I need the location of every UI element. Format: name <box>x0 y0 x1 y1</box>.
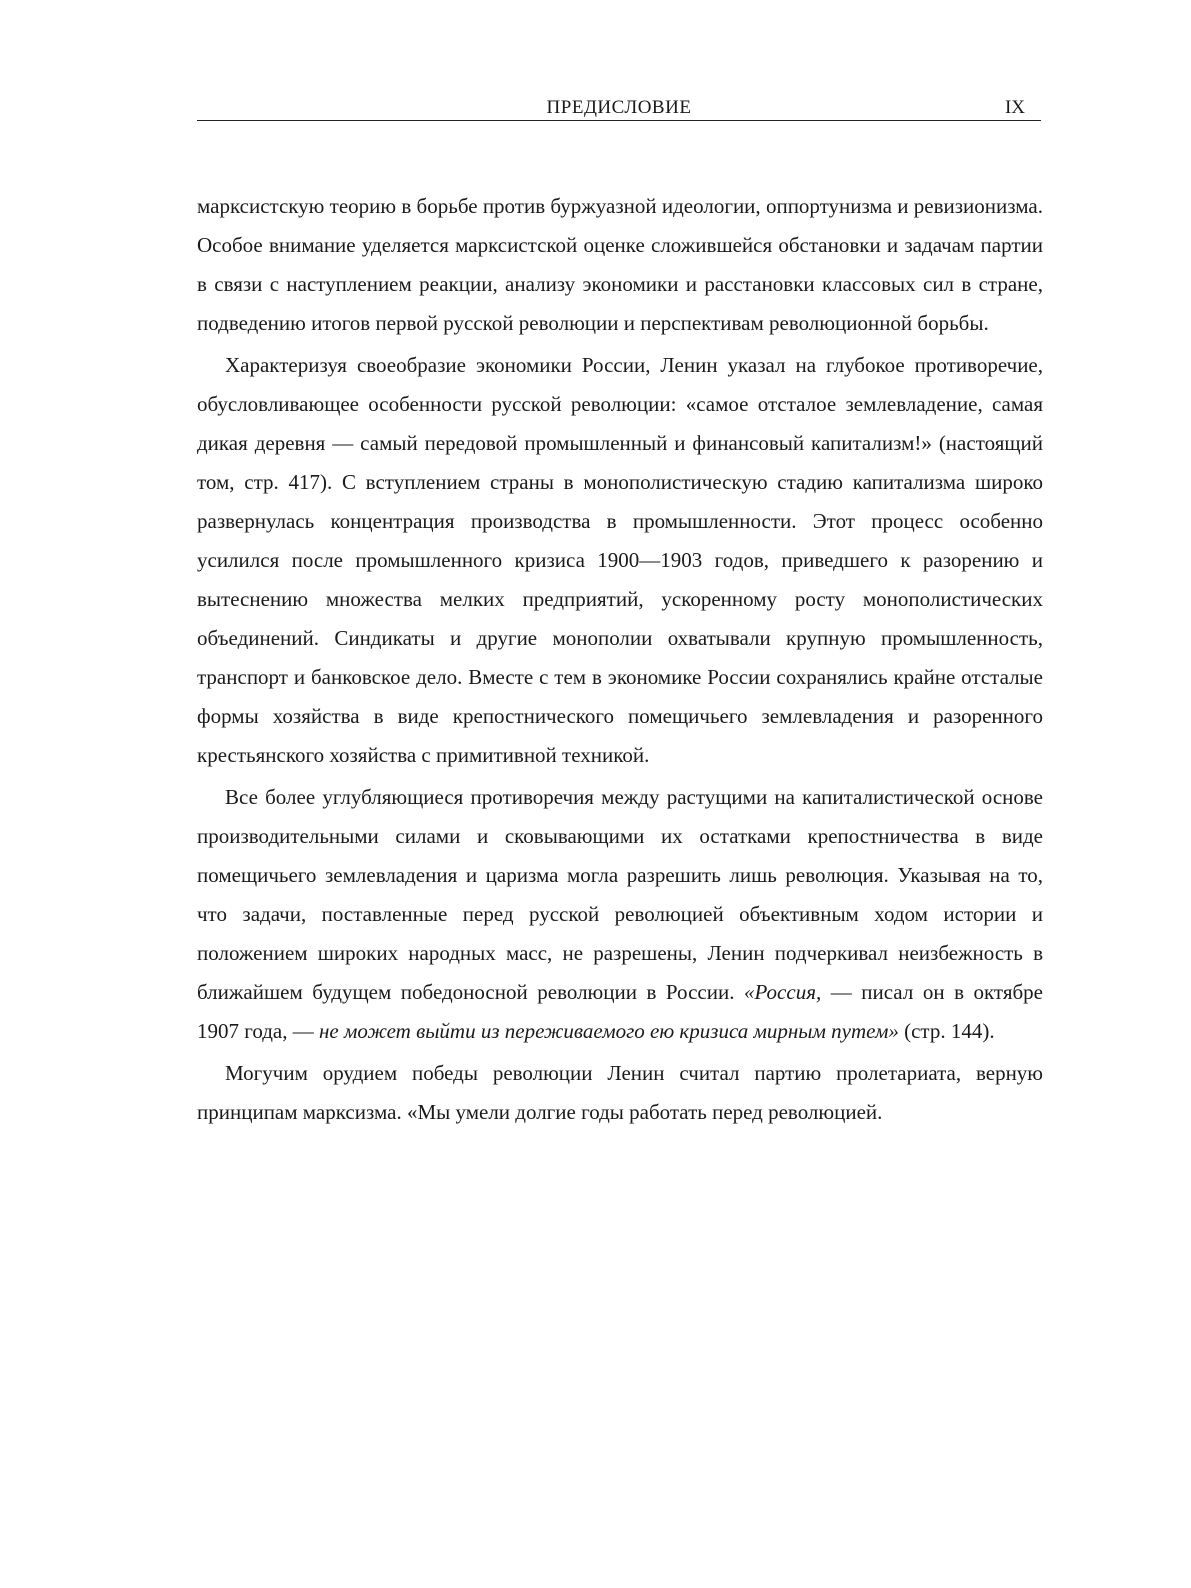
page-number: IX <box>1004 97 1025 118</box>
paragraph-3 <box>197 778 1043 1051</box>
paragraph-3-text-middle: — писал он в октябре 1907 года, — <box>197 980 1044 1043</box>
paragraph-3-text-start: Все более углубляющиеся противоречия между растущими на капиталистической основе производительными силами и сковывающими их остатками крепостничества в виде помещичьего землевладения и царизма могла разрешить лишь революция. Указывая на то, что задачи, поставленные перед русской революцией объективным ходом истории и положением широких народных масс, не разрешены, Ленин подчеркивал неизбежность в ближайшем будущем победоносной революции в России. <box>197 785 1043 1004</box>
paragraph-4: Могучим орудием победы революции Ленин считал партию пролетариата, верную принципам марксизма. «Мы умели долгие годы работать перед революцией. <box>197 1061 1043 1124</box>
paragraph-2: Характеризуя своеобразие экономики России, Ленин указал на глубокое противоречие, обусловливающее особенности русской революции: «самое отсталое землевладение, самая дикая деревня — самый передовой промышленный и финансовый капитализм!» (настоящий том, стр. 417). С вступлением страны в монополистическую стадию капитализма широко развернулась концентрация производства в промышленности. Этот процесс особенно усилился после промышленного кризиса 1900—1903 годов, приведшего к разорению и вытеснению множества мелких предприятий, ускоренному росту монополистических объединений. Синдикаты и другие монополии охватывали крупную промышленность, транспорт и банковское дело. Вместе с тем в экономике России сохранялись крайне отсталые формы хозяйства в виде крепостнического помещичьего землевладения и разоренного крестьянского хозяйства с примитивной техникой. <box>197 353 1043 767</box>
paragraph-3-quote-end: не может выйти из переживаемого ею кризиса мирным путем» <box>319 1019 899 1043</box>
running-header-title: ПРЕДИСЛОВИЕ <box>546 97 692 118</box>
paragraph-1: марксистскую теорию в борьбе против буржуазной идеологии, оппортунизма и ревизионизма. Особое внимание уделяется марксистской оценке сложившейся обстановки и задачам партии в связи с наступлением реакции, анализу экономики и расстановки классовых сил в стране, подведению итогов первой русской революции и перспективам революционной борьбы. <box>197 194 1043 335</box>
paragraph-3-quote-start: «Россия, <box>743 980 822 1004</box>
running-header <box>197 96 1041 121</box>
paragraph-3-text-end: (стр. 144). <box>898 1019 995 1043</box>
body-text <box>197 187 1043 1135</box>
